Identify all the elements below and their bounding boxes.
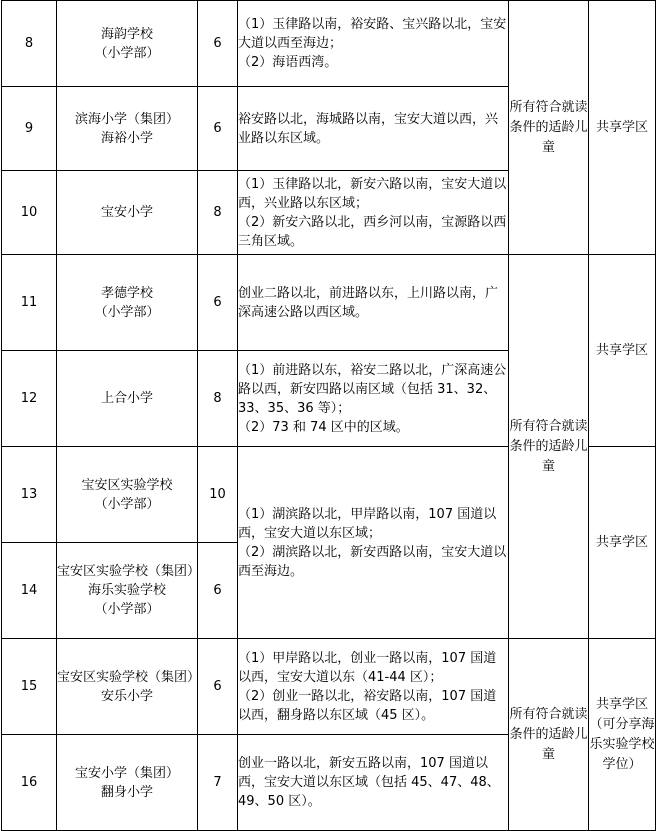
row-number: 11 [2,255,57,351]
school-name [57,735,198,831]
enrollment-area [238,351,509,447]
class-count: 6 [198,87,238,171]
table-row [2,639,656,735]
school-name [57,255,198,351]
school-name-line: 海乐实验学校 [87,583,166,598]
eligible-children: 所有符合就读条件的适龄儿童 [509,639,589,831]
school-name [57,87,198,171]
enrollment-area [238,87,509,171]
zone-type: 共享学区 [589,255,656,447]
area-line: （1）玉律路以南，裕安路、宝兴路以北，宝安大道以西至海边； [238,17,507,51]
school-name [57,447,198,543]
class-count: 6 [198,639,238,735]
school-name-line: （小学部） [94,45,160,61]
school-name-line: 宝安区实验学校 [81,477,173,493]
class-count: 7 [198,735,238,831]
table-row [2,1,656,87]
school-name-line: 宝安小学 [100,205,153,220]
school-name [57,1,198,87]
class-count: 8 [198,351,238,447]
area-line: （2）新安六路以北，西乡河以南，宝源路以西三角区域。 [238,214,507,249]
row-number: 16 [2,735,57,831]
zone-type: 共享学区（可分享海乐实验学校学位） [589,639,656,831]
enrollment-area [238,639,509,735]
school-name [57,639,201,735]
zone-type: 共享学区 [589,447,656,639]
area-line: （1）湖滨路以北，甲岸路以南，107 国道以西，宝安大道以东区域； [238,506,497,541]
area-line: （2）湖滨路以北，新安西路以南，宝安大道以西至海边。 [238,544,507,579]
school-name-line: 上合小学 [100,391,153,406]
class-count: 8 [198,171,238,255]
eligible-children: 所有符合就读条件的适龄儿童 [509,1,589,255]
school-name-line: 孝德学校 [100,285,153,301]
class-count: 10 [198,447,238,543]
school-name-line: 安乐小学 [100,688,153,704]
area-line: 创业二路以北，前进路以东，上川路以南，广深高速公路以西区域。 [238,285,499,320]
row-number: 14 [2,543,57,639]
school-name-line: 宝安小学（集团） [74,765,179,781]
area-line: （1）玉律路以北，新安六路以南，宝安大道以西，兴业路以东区域； [238,176,507,211]
area-line: （1）甲岸路以北，创业一路以南，107 国道以西，宝安大道以东（41-44 区）； [238,650,497,685]
school-name-line: 宝安区实验学校（集团） [57,564,201,579]
school-name-line: （小学部） [94,304,160,320]
class-count: 6 [198,543,238,639]
school-name [57,543,201,639]
area-line: （2）73 和 74 区中的区域。 [238,419,409,435]
area-line: （2）创业一路以北，裕安路以南，107 国道以西，翻身路以东区域（45 区）。 [238,688,497,723]
enrollment-area [238,255,509,351]
enrollment-area [238,447,509,639]
eligible-children: 所有符合就读条件的适龄儿童 [509,255,589,639]
school-name-line: 海韵学校 [100,26,153,42]
school-name-line: 海裕小学 [100,130,153,146]
school-zone-table [1,0,656,831]
class-count: 6 [198,255,238,351]
school-name-line: 宝安区实验学校（集团） [57,669,201,685]
table-row [2,255,656,351]
enrollment-area [238,171,509,255]
school-name-line: 翻身小学 [100,784,153,800]
row-number: 9 [2,87,57,171]
zone-type: 共享学区 [589,1,656,255]
school-name-line: 滨海小学（集团） [74,111,179,127]
row-number: 10 [2,171,57,255]
school-name [57,351,198,447]
school-name-line: （小学部） [94,496,160,512]
area-line: （1）前进路以东，裕安二路以北，广深高速公路以西，新安四路以南区域（包括 31、32、33、35、36 等）； [238,362,507,416]
area-line: （2）海语西湾。 [238,55,338,70]
school-name-line: （小学部） [94,602,160,617]
area-line: 创业一路以北，新安五路以南，107 国道以西，宝安大道以东区域（包括 45、47、48、49、50 区）。 [238,756,500,809]
row-number: 12 [2,351,57,447]
row-number: 15 [2,639,57,735]
enrollment-area [238,735,509,831]
class-count: 6 [198,1,238,87]
enrollment-area [238,1,509,87]
row-number: 8 [2,1,57,87]
area-line: 裕安路以北，海城路以南，宝安大道以西，兴业路以东区域。 [238,111,499,146]
row-number: 13 [2,447,57,543]
school-name [57,171,198,255]
